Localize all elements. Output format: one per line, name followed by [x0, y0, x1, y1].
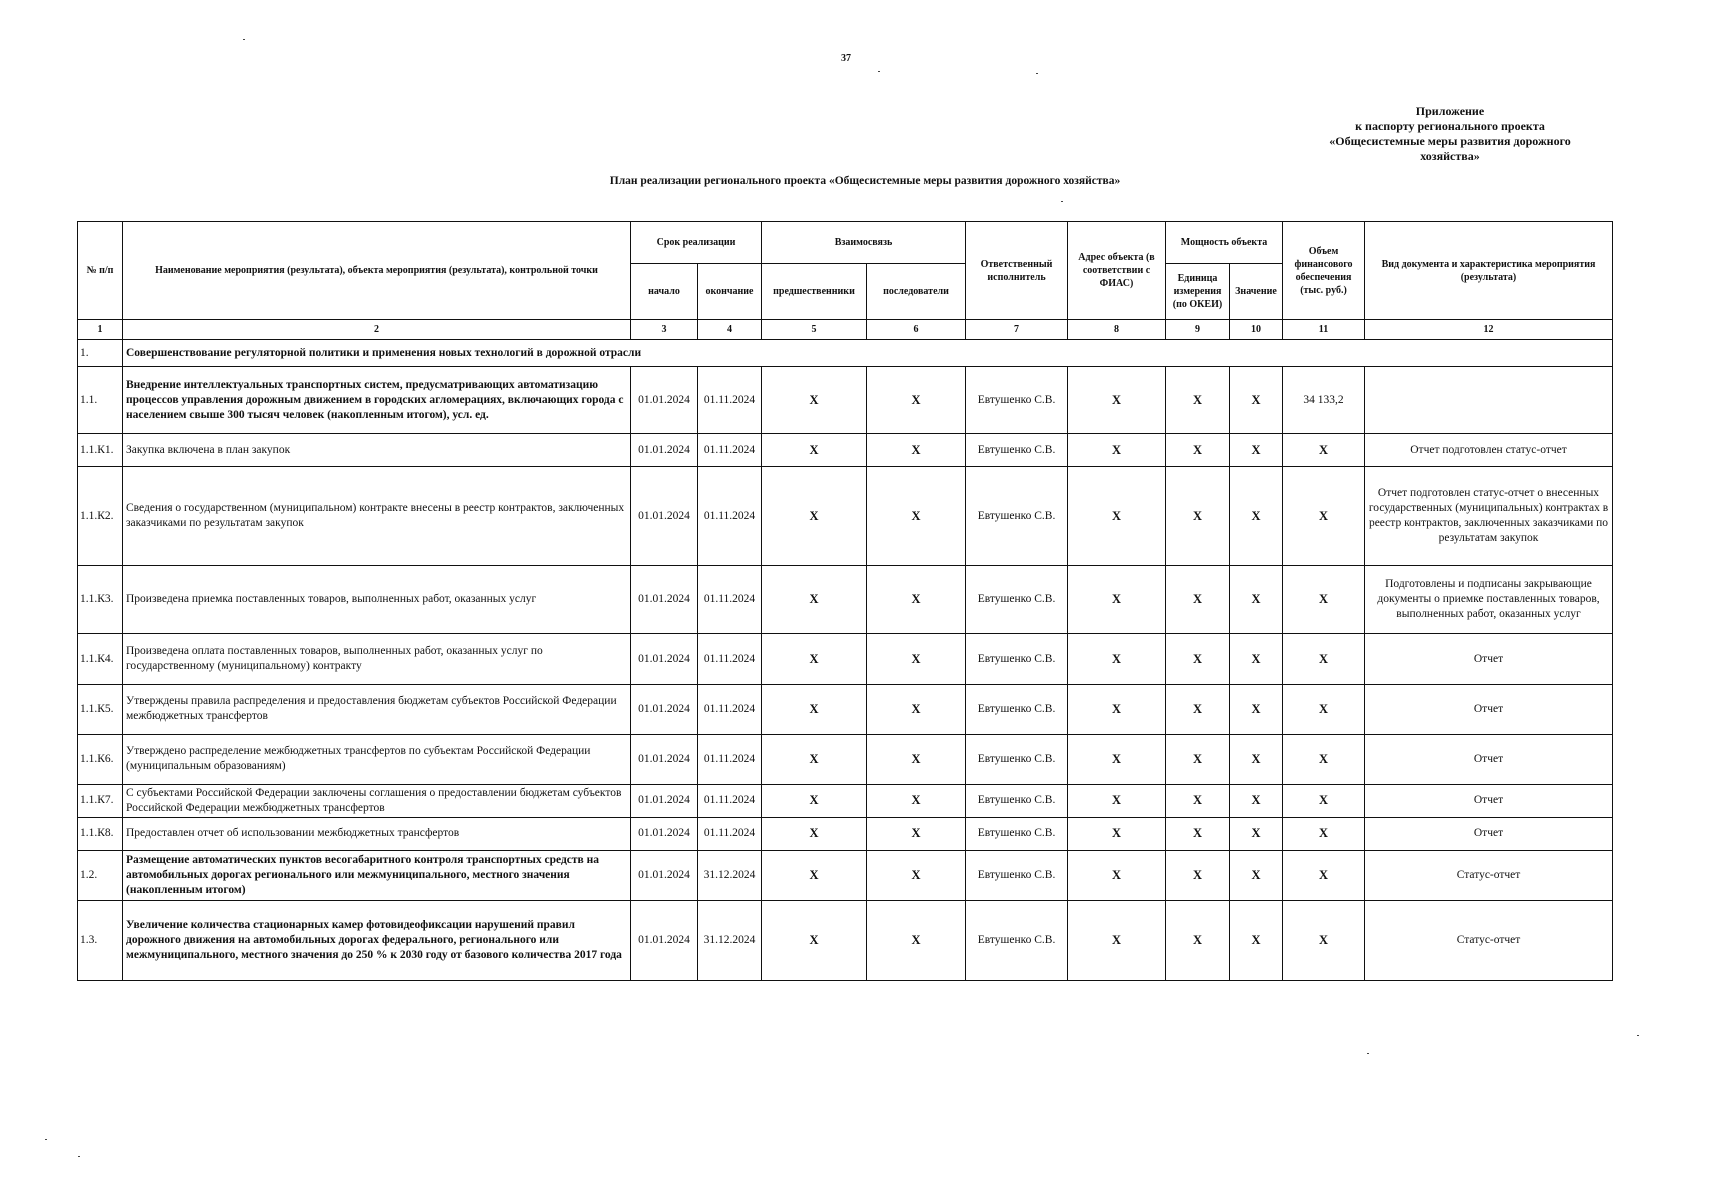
row-end-date: 01.11.2024 [698, 784, 762, 817]
row-name: Закупка включена в план закупок [123, 434, 631, 467]
table-row [78, 817, 1613, 850]
row-value: X [1230, 734, 1283, 784]
row-end-date: 01.11.2024 [698, 434, 762, 467]
row-predecessors: X [762, 734, 867, 784]
row-successors: X [867, 900, 966, 980]
row-value: X [1230, 367, 1283, 434]
row-num: 1.1.К4. [78, 634, 123, 684]
row-address: X [1068, 467, 1166, 566]
row-doc-type: Отчет подготовлен статус-отчет [1365, 434, 1613, 467]
row-end-date: 01.11.2024 [698, 734, 762, 784]
row-responsible: Евтушенко С.В. [966, 467, 1068, 566]
row-name: Утверждено распределение межбюджетных трансфертов по субъектам Российской Федерации (муниципальным образованиям) [123, 734, 631, 784]
table-row [78, 467, 1613, 566]
appendix-line: Приложение [1415, 104, 1485, 118]
header-address: Адрес объекта (в соответствии с ФИАС) [1068, 222, 1166, 320]
column-number: 12 [1365, 320, 1613, 340]
row-predecessors: X [762, 566, 867, 634]
row-predecessors: X [762, 850, 867, 900]
row-responsible: Евтушенко С.В. [966, 850, 1068, 900]
header-responsible: Ответственный исполнитель [966, 222, 1068, 320]
row-address: X [1068, 634, 1166, 684]
row-predecessors: X [762, 634, 867, 684]
table-row [78, 634, 1613, 684]
row-value: X [1230, 467, 1283, 566]
row-name: Увеличение количества стационарных камер фотовидеофиксации нарушений правил дорожного движения на автомобильных дорогах федерального, регионального или межмуниципального, местного значения до 250 % к 2030 году от базового количества 2017 года [123, 900, 631, 980]
row-num: 1.1.К8. [78, 817, 123, 850]
row-name: Сведения о государственном (муниципальном) контракте внесены в реестр контрактов, заключенных заказчиками по результатам закупок [123, 467, 631, 566]
row-start-date: 01.01.2024 [631, 634, 698, 684]
row-finance: X [1283, 784, 1365, 817]
column-number: 11 [1283, 320, 1365, 340]
row-start-date: 01.01.2024 [631, 850, 698, 900]
row-unit: X [1166, 467, 1230, 566]
column-number: 9 [1166, 320, 1230, 340]
row-value: X [1230, 634, 1283, 684]
row-successors: X [867, 467, 966, 566]
header-successors: последователи [867, 264, 966, 320]
row-num: 1.1.К7. [78, 784, 123, 817]
column-number: 4 [698, 320, 762, 340]
row-successors: X [867, 850, 966, 900]
row-value: X [1230, 900, 1283, 980]
row-finance: X [1283, 900, 1365, 980]
row-unit: X [1166, 817, 1230, 850]
scan-speck [878, 71, 880, 72]
row-start-date: 01.01.2024 [631, 434, 698, 467]
header-start: начало [631, 264, 698, 320]
scan-speck [1061, 201, 1063, 202]
row-doc-type: Отчет [1365, 684, 1613, 734]
row-value: X [1230, 817, 1283, 850]
appendix-line: «Общесистемные меры развития дорожного [1329, 134, 1571, 148]
table-row [78, 367, 1613, 434]
row-end-date: 31.12.2024 [698, 900, 762, 980]
row-predecessors: X [762, 434, 867, 467]
section-name: Совершенствование регуляторной политики и применения новых технологий в дорожной отрасли [123, 340, 1613, 367]
row-num: 1.1.К6. [78, 734, 123, 784]
column-number: 6 [867, 320, 966, 340]
row-name: Внедрение интеллектуальных транспортных систем, предусматривающих автоматизацию процессов управления дорожным движением в городских агломерациях, включающих города с населением свыше 300 тысяч человек (накопленным итогом), усл. ед. [123, 367, 631, 434]
column-number: 2 [123, 320, 631, 340]
row-unit: X [1166, 367, 1230, 434]
row-name: Размещение автоматических пунктов весогабаритного контроля транспортных средств на автомобильных дорогах регионального или межмуниципального, местного значения (накопленным итогом) [123, 850, 631, 900]
row-doc-type: Отчет [1365, 734, 1613, 784]
section-num: 1. [78, 340, 123, 367]
table-row [78, 784, 1613, 817]
appendix-line: к паспорту регионального проекта [1355, 119, 1545, 133]
row-responsible: Евтушенко С.В. [966, 817, 1068, 850]
row-finance: X [1283, 734, 1365, 784]
row-value: X [1230, 850, 1283, 900]
row-start-date: 01.01.2024 [631, 566, 698, 634]
row-finance: X [1283, 467, 1365, 566]
section-row [78, 340, 1613, 367]
column-numbers-row [78, 320, 1613, 340]
row-address: X [1068, 566, 1166, 634]
row-num: 1.1. [78, 367, 123, 434]
row-doc-type [1365, 367, 1613, 434]
header-end: окончание [698, 264, 762, 320]
column-number: 7 [966, 320, 1068, 340]
table-row [78, 684, 1613, 734]
row-value: X [1230, 566, 1283, 634]
row-start-date: 01.01.2024 [631, 734, 698, 784]
row-name: Утверждены правила распределения и предоставления бюджетам субъектов Российской Федерации межбюджетных трансфертов [123, 684, 631, 734]
row-address: X [1068, 900, 1166, 980]
row-successors: X [867, 784, 966, 817]
row-doc-type: Статус-отчет [1365, 900, 1613, 980]
row-predecessors: X [762, 784, 867, 817]
row-finance: 34 133,2 [1283, 367, 1365, 434]
row-finance: X [1283, 566, 1365, 634]
row-end-date: 01.11.2024 [698, 684, 762, 734]
row-end-date: 31.12.2024 [698, 850, 762, 900]
header-capacity: Мощность объекта [1166, 222, 1283, 264]
row-num: 1.1.К1. [78, 434, 123, 467]
row-num: 1.2. [78, 850, 123, 900]
row-end-date: 01.11.2024 [698, 467, 762, 566]
appendix-note [1300, 104, 1600, 164]
row-predecessors: X [762, 817, 867, 850]
row-responsible: Евтушенко С.В. [966, 684, 1068, 734]
row-address: X [1068, 850, 1166, 900]
row-end-date: 01.11.2024 [698, 817, 762, 850]
row-value: X [1230, 784, 1283, 817]
row-num: 1.1.К3. [78, 566, 123, 634]
row-unit: X [1166, 634, 1230, 684]
table-row [78, 900, 1613, 980]
row-name: Произведена оплата поставленных товаров, выполненных работ, оказанных услуг по государственному (муниципальному) контракту [123, 634, 631, 684]
row-unit: X [1166, 784, 1230, 817]
row-address: X [1068, 817, 1166, 850]
row-successors: X [867, 817, 966, 850]
row-start-date: 01.01.2024 [631, 367, 698, 434]
scan-speck [243, 39, 245, 40]
row-doc-type: Отчет [1365, 784, 1613, 817]
header-num: № п/п [78, 222, 123, 320]
row-responsible: Евтушенко С.В. [966, 367, 1068, 434]
row-start-date: 01.01.2024 [631, 684, 698, 734]
header-name: Наименование мероприятия (результата), объекта мероприятия (результата), контрольной точки [123, 222, 631, 320]
row-responsible: Евтушенко С.В. [966, 734, 1068, 784]
table-row [78, 850, 1613, 900]
row-start-date: 01.01.2024 [631, 784, 698, 817]
page-number: 37 [841, 53, 851, 64]
table-row [78, 566, 1613, 634]
header-unit: Единица измерения (по ОКЕИ) [1166, 264, 1230, 320]
row-address: X [1068, 734, 1166, 784]
appendix-line: хозяйства» [1420, 149, 1480, 163]
row-finance: X [1283, 434, 1365, 467]
row-unit: X [1166, 684, 1230, 734]
row-name: Произведена приемка поставленных товаров, выполненных работ, оказанных услуг [123, 566, 631, 634]
row-address: X [1068, 784, 1166, 817]
header-relation: Взаимосвязь [762, 222, 966, 264]
row-address: X [1068, 434, 1166, 467]
scan-speck [45, 1139, 47, 1140]
document-title: План реализации регионального проекта «Общесистемные меры развития дорожного хозяйства» [609, 175, 1121, 187]
column-number: 1 [78, 320, 123, 340]
row-start-date: 01.01.2024 [631, 467, 698, 566]
row-responsible: Евтушенко С.В. [966, 566, 1068, 634]
row-value: X [1230, 434, 1283, 467]
row-num: 1.1.К2. [78, 467, 123, 566]
row-doc-type: Отчет подготовлен статус-отчет о внесенных государственных (муниципальных) контрактах в реестр контрактов, заключенных заказчиками по результатам закупок [1365, 467, 1613, 566]
plan-table-body [78, 222, 1613, 981]
header-doc-type: Вид документа и характеристика мероприятия (результата) [1365, 222, 1613, 320]
row-start-date: 01.01.2024 [631, 817, 698, 850]
row-name: Предоставлен отчет об использовании межбюджетных трансфертов [123, 817, 631, 850]
row-doc-type: Подготовлены и подписаны закрывающие документы о приемке поставленных товаров, выполненных работ, оказанных услуг [1365, 566, 1613, 634]
row-finance: X [1283, 684, 1365, 734]
row-unit: X [1166, 434, 1230, 467]
row-unit: X [1166, 900, 1230, 980]
row-address: X [1068, 684, 1166, 734]
row-predecessors: X [762, 900, 867, 980]
row-address: X [1068, 367, 1166, 434]
row-finance: X [1283, 850, 1365, 900]
row-responsible: Евтушенко С.В. [966, 634, 1068, 684]
header-row [78, 222, 1613, 264]
row-predecessors: X [762, 684, 867, 734]
scan-speck [1367, 1053, 1369, 1054]
row-finance: X [1283, 634, 1365, 684]
header-period: Срок реализации [631, 222, 762, 264]
scan-speck [78, 1156, 80, 1157]
column-number: 10 [1230, 320, 1283, 340]
row-successors: X [867, 734, 966, 784]
table-row [78, 734, 1613, 784]
row-doc-type: Статус-отчет [1365, 850, 1613, 900]
row-name: С субъектами Российской Федерации заключены соглашения о предоставлении бюджетам субъектов Российской Федерации межбюджетных трансфертов [123, 784, 631, 817]
row-doc-type: Отчет [1365, 634, 1613, 684]
row-unit: X [1166, 566, 1230, 634]
row-end-date: 01.11.2024 [698, 634, 762, 684]
row-end-date: 01.11.2024 [698, 367, 762, 434]
row-successors: X [867, 566, 966, 634]
scan-speck [1637, 1035, 1639, 1036]
row-value: X [1230, 684, 1283, 734]
row-predecessors: X [762, 367, 867, 434]
row-successors: X [867, 684, 966, 734]
column-number: 3 [631, 320, 698, 340]
row-successors: X [867, 634, 966, 684]
header-finance: Объем финансового обеспечения (тыс. руб.) [1283, 222, 1365, 320]
row-start-date: 01.01.2024 [631, 900, 698, 980]
scan-speck [1036, 73, 1038, 74]
row-responsible: Евтушенко С.В. [966, 900, 1068, 980]
row-responsible: Евтушенко С.В. [966, 784, 1068, 817]
row-unit: X [1166, 734, 1230, 784]
row-predecessors: X [762, 467, 867, 566]
row-unit: X [1166, 850, 1230, 900]
row-successors: X [867, 367, 966, 434]
row-finance: X [1283, 817, 1365, 850]
header-predecessors: предшественники [762, 264, 867, 320]
column-number: 5 [762, 320, 867, 340]
row-num: 1.3. [78, 900, 123, 980]
row-responsible: Евтушенко С.В. [966, 434, 1068, 467]
row-end-date: 01.11.2024 [698, 566, 762, 634]
row-num: 1.1.К5. [78, 684, 123, 734]
column-number: 8 [1068, 320, 1166, 340]
row-doc-type: Отчет [1365, 817, 1613, 850]
plan-table [77, 221, 1613, 981]
row-successors: X [867, 434, 966, 467]
table-row [78, 434, 1613, 467]
header-value: Значение [1230, 264, 1283, 320]
